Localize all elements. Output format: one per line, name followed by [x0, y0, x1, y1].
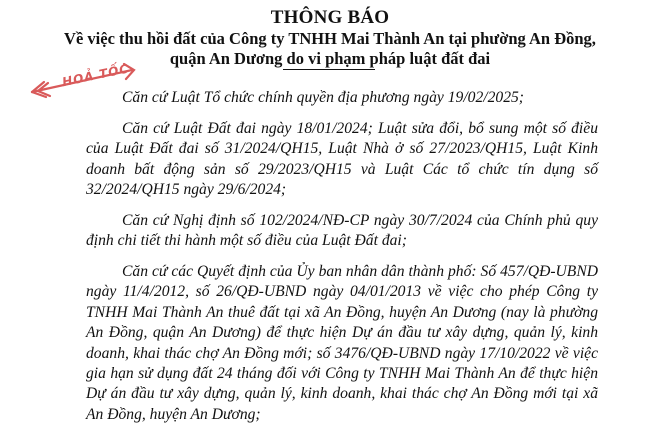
legal-basis-paragraph-2: Căn cứ Luật Đất đai ngày 18/01/2024; Luật sửa đổi, bổ sung một số điều của Luật Đất đai số 31/2024/QH15, Luật Nhà ở số 27/2023/QH15, Luật Kinh doanh bất động sản số 29/2023/QH15 và Luật Các tổ chức tín dụng số 32/2024/QH15 ngày 29/6/2024; [86, 120, 598, 199]
legal-basis-paragraph-1: Căn cứ Luật Tổ chức chính quyền địa phương ngày 19/02/2025; [122, 89, 524, 106]
legal-basis-paragraph-4: Căn cứ các Quyết định của Ủy ban nhân dân thành phố: Số 457/QĐ-UBND ngày 11/4/2012, số 26/QĐ-UBND ngày 04/01/2013 về việc cho phép Công ty TNHH Mai Thành An thuê đất tại xã An Đồng, huyện An Dương (nay là phường An Đồng, quận An Dương) để thực hiện Dự án đầu tư xây dựng, quản lý, kinh doanh, khai thác chợ An Đồng mới; số 3476/QĐ-UBND ngày 17/10/2022 về việc gia hạn sử dụng đất 24 tháng đối với Công ty TNHH Mai Thành An để thực hiện Dự án đầu tư xây dựng, quản lý, kinh doanh, khai thác chợ An Đồng mới tại xã An Đồng, huyện An Dương; [86, 263, 598, 423]
urgent-stamp-text: HOẢ TỐC [61, 61, 131, 90]
document-subtitle-line-1: Về việc thu hồi đất của Công ty TNHH Mai Thành An tại phường An Đồng, [64, 29, 596, 48]
legal-basis-paragraph-3: Căn cứ Nghị định số 102/2024/NĐ-CP ngày 30/7/2024 của Chính phủ quy định chi tiết thi hành một số điều của Luật Đất đai; [86, 212, 598, 250]
document-title: THÔNG BÁO [270, 7, 390, 28]
subtitle-underline [283, 69, 375, 70]
document-subtitle-line-2: quận An Dương do vi phạm pháp luật đất đai [169, 49, 491, 68]
